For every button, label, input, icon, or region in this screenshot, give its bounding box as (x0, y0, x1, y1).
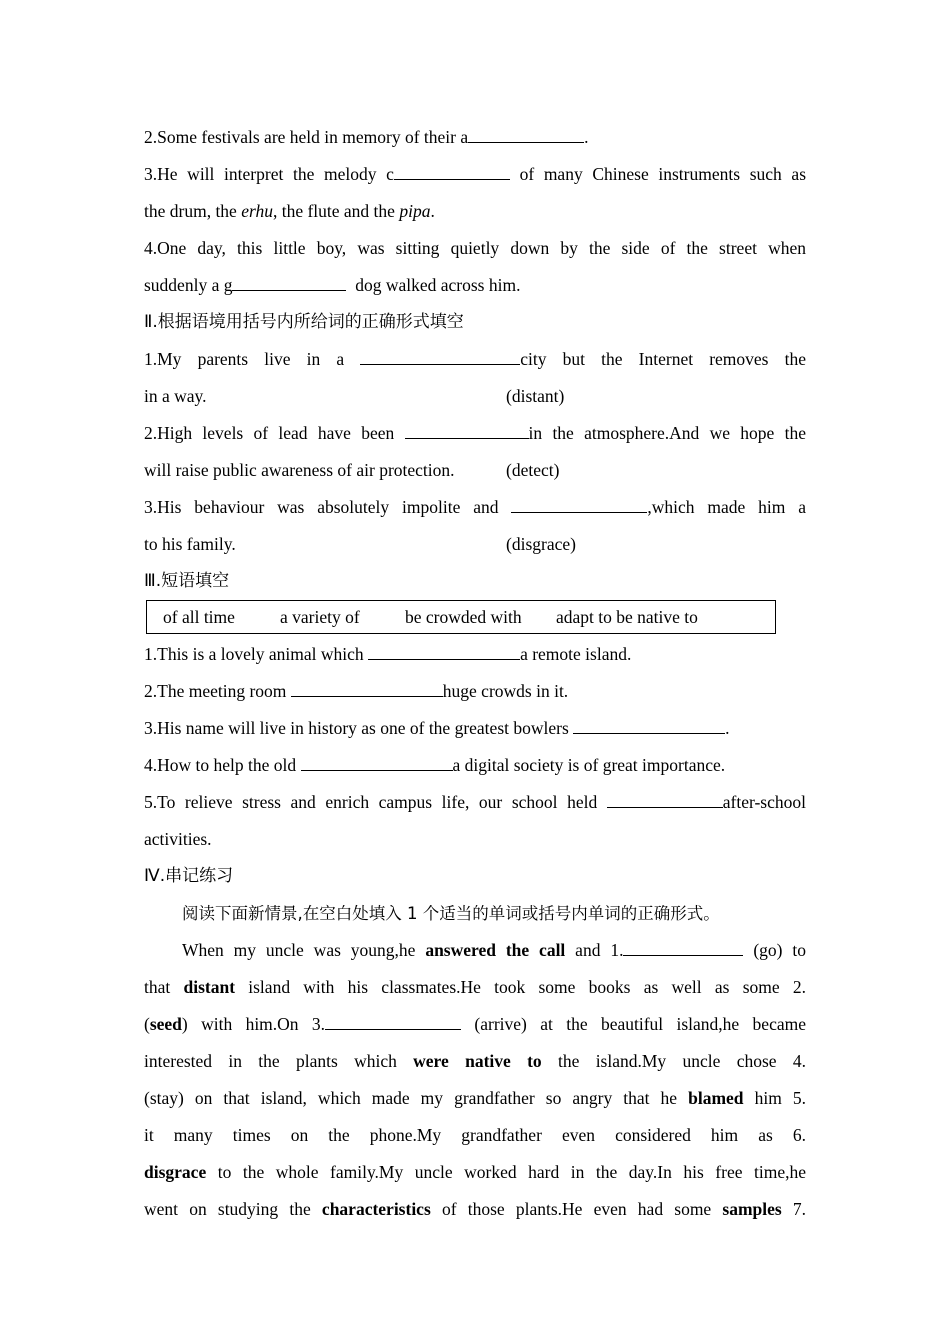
p2q1-w2: parents (197, 349, 249, 369)
p3q2-b: huge crowds in it. (442, 681, 569, 701)
p3q5-line2: activities. (144, 829, 212, 849)
answer-blank[interactable] (468, 120, 584, 143)
p2q1-w6: city (520, 349, 547, 369)
l4-c: the island.My uncle chose 4. (541, 1051, 806, 1071)
l2-c: island with his classmates.He took some books as well as some 2. (235, 977, 806, 997)
phrase-3: be crowded with (405, 607, 522, 627)
phrase-1: of all time (163, 607, 235, 627)
p2q3-a: 3.His behaviour was absolutely impolite and (144, 497, 499, 517)
l6-a: it many times on the phone.My grandfather even considered him as 6. (144, 1125, 806, 1145)
q3-line2-a: the drum, the (144, 201, 242, 221)
q3-line2-b: , the flute and the (272, 201, 400, 221)
p2q1-w4: in (306, 349, 321, 369)
story-line-1 (144, 932, 806, 969)
answer-blank[interactable] (623, 933, 743, 956)
p3q1-a: 1.This is a lovely animal which (144, 644, 364, 664)
p3q2-a: 2.The meeting room (144, 681, 287, 701)
q2-end: . (584, 127, 589, 147)
l2-a: that (144, 977, 184, 997)
answer-blank[interactable] (325, 1007, 461, 1030)
phrase-box (146, 600, 776, 634)
worksheet-page (144, 119, 806, 1228)
l1-c: and 1. (565, 940, 624, 960)
part4-instruction: 阅读下面新情景,在空白处填入 1 个适当的单词或括号内单词的正确形式。 (182, 904, 720, 923)
p2q3-b: ,which made him a (647, 497, 807, 517)
l3-d: (arrive) at the beautiful island,he became (474, 1014, 806, 1034)
part3-q5-line2 (144, 821, 806, 858)
q3-erhu: erhu (241, 201, 273, 221)
l5-b: blamed (688, 1088, 744, 1108)
part1-q4-line1 (144, 230, 806, 267)
l7-a: disgrace (144, 1162, 207, 1182)
story-line-5 (144, 1080, 806, 1117)
story-line-4 (144, 1043, 806, 1080)
part1-q4-line2 (144, 267, 806, 304)
answer-blank[interactable] (291, 674, 443, 697)
l5-a: (stay) on that island, which made my grandfather so angry that he (144, 1088, 689, 1108)
p2q1-w7: but (562, 349, 586, 369)
phrase-2: a variety of (280, 607, 360, 627)
p2q2-b: in the atmosphere.And we hope the (528, 423, 806, 443)
l1-d: (go) to (753, 940, 806, 960)
part1-q2 (144, 119, 806, 156)
l4-a: interested in the plants which (144, 1051, 414, 1071)
part3-heading: Ⅲ.短语填空 (144, 571, 230, 591)
story-line-2 (144, 969, 806, 1006)
l1-a: When my uncle was young,he (182, 940, 426, 960)
q3-pipa: pipa (399, 201, 431, 221)
story-line-6 (144, 1117, 806, 1154)
answer-blank[interactable] (511, 490, 647, 513)
p3q5-a: 5.To relieve stress and enrich campus life, our school held (144, 792, 598, 812)
part3-q3 (144, 710, 806, 747)
part3-q5-line1 (144, 784, 806, 821)
part2-q1-line2 (144, 378, 806, 415)
p3q4-b: a digital society is of great importance. (452, 755, 726, 775)
part3-q2 (144, 673, 806, 710)
part2-heading: Ⅱ.根据语境用括号内所给词的正确形式填空 (144, 312, 464, 332)
phrase-4: adapt to be native to (556, 607, 698, 627)
p2q1-w10: removes (709, 349, 769, 369)
part1-q3-line1 (144, 156, 806, 193)
answer-blank[interactable] (232, 268, 346, 291)
p3q3-b: . (725, 718, 730, 738)
answer-blank[interactable] (360, 342, 520, 365)
p2q1-w11: the (784, 349, 807, 369)
l8-a: went on studying the (144, 1199, 322, 1219)
story-line-8 (144, 1191, 806, 1228)
l7-b: to the whole family.My uncle worked hard in the day.In his free time,he (206, 1162, 806, 1182)
q3-text: 3.He will interpret the melody c (144, 164, 394, 184)
part2-q2-line2 (144, 452, 806, 489)
p2q1-w9: Internet (638, 349, 694, 369)
p2q2-line2: will raise public awareness of air protection. (144, 460, 455, 480)
q3-line2-c: . (430, 201, 435, 221)
part2-q3-line2 (144, 526, 806, 563)
answer-blank[interactable] (394, 157, 510, 180)
p2q1-w3: live (264, 349, 291, 369)
p3q5-b: after-school (722, 792, 807, 812)
story-line-3 (144, 1006, 806, 1043)
l8-e: 7. (781, 1199, 807, 1219)
q4-line1: 4.One day, this little boy, was sitting quietly down by the side of the street when (144, 238, 806, 258)
l3-b: seed (149, 1014, 182, 1034)
part3-q1 (144, 636, 806, 673)
l1-b: answered the call (425, 940, 566, 960)
p2q1-line2: in a way. (144, 386, 207, 406)
p2q2-hint: (detect) (506, 460, 560, 480)
l8-c: of those plants.He even had some (430, 1199, 723, 1219)
p3q4-a: 4.How to help the old (144, 755, 297, 775)
story-line-7 (144, 1154, 806, 1191)
l5-c: him 5. (743, 1088, 806, 1108)
part4-heading: Ⅳ.串记练习 (144, 866, 234, 886)
p2q3-hint: (disgrace) (506, 534, 576, 554)
q2-text: 2.Some festivals are held in memory of their a (144, 127, 469, 147)
p2q2-a: 2.High levels of lead have been (144, 423, 395, 443)
p2q1-w8: the (601, 349, 623, 369)
l3-a: ( (144, 1014, 150, 1034)
l4-b: were native to (413, 1051, 542, 1071)
q4-line2-b: dog walked across him. (355, 275, 521, 295)
part1-q3-line2 (144, 193, 806, 230)
answer-blank[interactable] (573, 711, 725, 734)
l8-b: characteristics (321, 1199, 431, 1219)
answer-blank[interactable] (301, 748, 453, 771)
q4-line2-a: suddenly a g (144, 275, 233, 295)
l3-c: ) with him.On 3. (181, 1014, 326, 1034)
part2-q3-line1 (144, 489, 806, 526)
p2q3-line2: to his family. (144, 534, 236, 554)
answer-blank[interactable] (607, 785, 723, 808)
l8-d: samples (722, 1199, 782, 1219)
l2-b: distant (183, 977, 236, 997)
q3-rest: of many Chinese instruments such as (519, 164, 807, 184)
p3q3-a: 3.His name will live in history as one of the greatest bowlers (144, 718, 569, 738)
part2-q1-line1 (144, 341, 806, 378)
part2-q2-line1 (144, 415, 806, 452)
p3q1-b: a remote island. (520, 644, 632, 664)
answer-blank[interactable] (405, 416, 529, 439)
part3-q4 (144, 747, 806, 784)
p2q1-w5: a (336, 349, 345, 369)
answer-blank[interactable] (368, 637, 520, 660)
p2q1-hint: (distant) (506, 386, 565, 406)
p2q1-w1: 1.My (144, 349, 182, 369)
